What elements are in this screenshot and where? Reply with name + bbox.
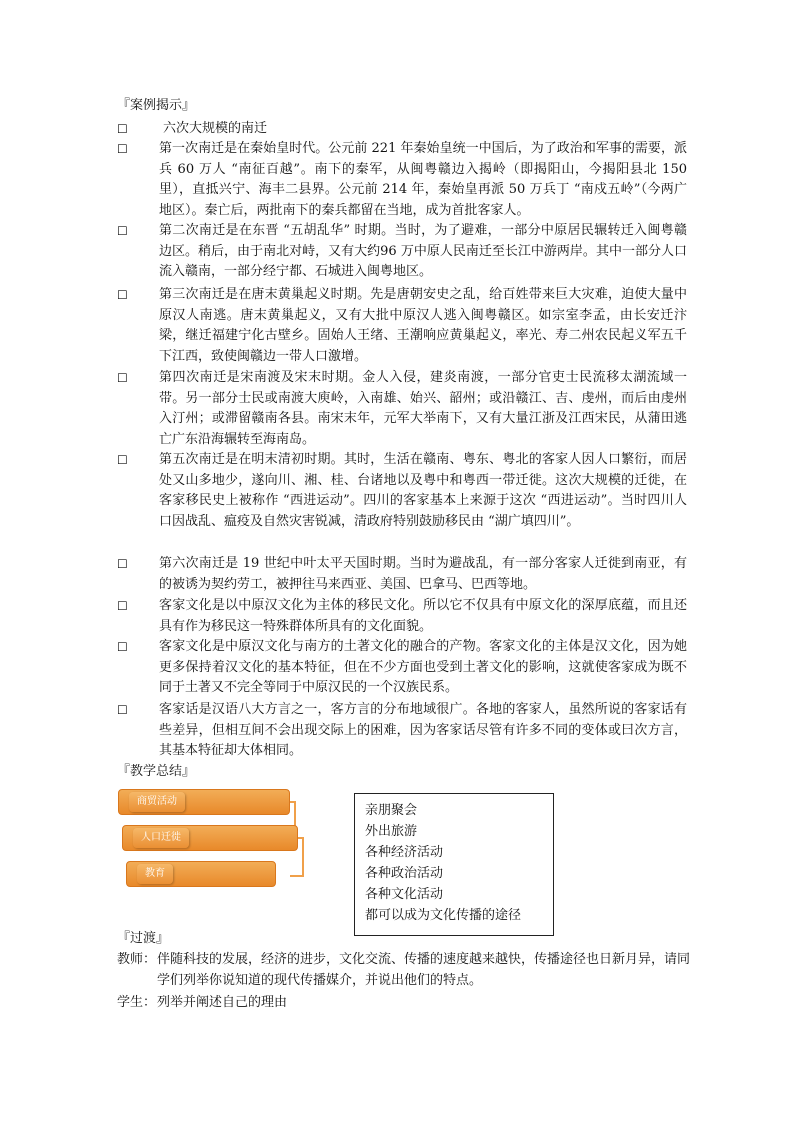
speaker-text: 列举并阐述自己的理由 bbox=[157, 995, 288, 1010]
diagram-step-label: 人口迁徙 bbox=[133, 828, 189, 848]
paragraph: 第五次南迁是在明末清初时期。其时，生活在赣南、粤东、粤北的客家人因人口繁衍，而居处又山多地少，遂向川、湘、桂、台诸地以及粤中和粤西一带迁徙。这次大规模的迁徙，在客家移民史上被称作 “西进运动”。四川的客家基本上来源于这次 “西进运动”。当时四川人口因战乱、瘟疫及自然灾害锐减，清政府特别鼓励移民由 “湖广填四川”。 bbox=[159, 452, 687, 529]
paragraph: 客家文化是以中原汉文化为主体的移民文化。所以它不仅具有中原文化的深厚底蕴，而且还具有作为移民这一特殊群体所具有的文化面貌。 bbox=[159, 598, 687, 634]
teacher-line bbox=[117, 949, 692, 991]
checkbox-icon: ☐ bbox=[117, 142, 128, 156]
checkbox-icon: ☐ bbox=[117, 371, 128, 385]
checkbox-icon: ☐ bbox=[117, 224, 128, 238]
speaker-text: 伴随科技的发展，经济的进步，文化交流、传播的速度越来越快，传播途径也日新月异，请同学们列举你说知道的现代传播媒介，并说出他们的特点。 bbox=[157, 952, 691, 988]
list-item bbox=[117, 596, 687, 637]
list-item bbox=[117, 285, 687, 367]
diagram-step bbox=[118, 789, 290, 815]
stacked-list-diagram bbox=[118, 789, 318, 909]
paragraph: 客家话是汉语八大方言之一，客方言的分布地域很广。各地的客家人，虽然所说的客家话有些差异，但相互间不会出现交际上的困难，因为客家话尽管有许多不同的变体或曰次方言，其基本特征却大体相同。 bbox=[159, 702, 687, 758]
list-item bbox=[117, 368, 687, 450]
checkbox-icon: ☐ bbox=[117, 122, 128, 136]
speaker-label: 学生： bbox=[117, 995, 157, 1010]
list-item bbox=[117, 637, 687, 699]
transition-heading: 『过渡』 bbox=[117, 931, 170, 946]
checkbox-icon: ☐ bbox=[117, 640, 128, 654]
summary-heading: 『教学总结』 bbox=[117, 764, 196, 779]
list-item bbox=[117, 139, 687, 221]
section-title: 六次大规模的南迁 bbox=[163, 121, 268, 136]
paragraph: 第三次南迁是在唐末黄巢起义时期。先是唐朝安史之乱，给百姓带来巨大灾难，迫使大量中原汉人南逃。唐末黄巢起义，又有大批中原汉人逃入闽粤赣区。如宗室李孟，由长安迁汴梁，继迁福建宁化古壁乡。固始人王绪、王潮响应黄巢起义，率光、寿二州农民起义军五千下江西，致使闽赣边一带人口激增。 bbox=[159, 287, 687, 364]
checkbox-icon: ☐ bbox=[117, 288, 128, 302]
textbox-line: 亲朋聚会 bbox=[365, 803, 418, 818]
student-line bbox=[117, 992, 692, 1013]
summary-textbox bbox=[354, 793, 554, 936]
list-item bbox=[117, 700, 687, 762]
diagram-step-label: 商贸活动 bbox=[129, 792, 185, 812]
textbox-line: 外出旅游 bbox=[365, 824, 418, 839]
list-item-title bbox=[117, 119, 687, 140]
diagram-step-label: 教育 bbox=[137, 864, 173, 884]
case-heading: 『案例揭示』 bbox=[117, 98, 196, 113]
textbox-line: 各种政治活动 bbox=[365, 866, 444, 881]
list-item bbox=[117, 554, 687, 595]
diagram-step bbox=[126, 861, 276, 887]
list-item bbox=[117, 450, 687, 532]
paragraph: 第六次南迁是 19 世纪中叶太平天国时期。当时为避战乱，有一部分客家人迁徙到南亚，有的被诱为契约劳工，被押往马来西亚、美国、巴拿马、巴西等地。 bbox=[159, 556, 687, 592]
checkbox-icon: ☐ bbox=[117, 703, 128, 717]
textbox-line: 都可以成为文化传播的途径 bbox=[365, 908, 522, 923]
textbox-line: 各种文化活动 bbox=[365, 887, 444, 902]
textbox-line: 各种经济活动 bbox=[365, 845, 444, 860]
diagram-step bbox=[122, 825, 298, 851]
checkbox-icon: ☐ bbox=[117, 557, 128, 571]
paragraph: 第一次南迁是在秦始皇时代。公元前 221 年秦始皇统一中国后，为了政治和军事的需要，派兵 60 万人 “南征百越”。南下的秦军，从闽粤赣边入揭岭（即揭阳山，今揭阳县北 150 里），直抵兴宁、海丰二县界。公元前 214 年，秦始皇再派 50 万兵丁 “南戍五岭”（今两广地区）。秦亡后，两批南下的秦兵都留在当地，成为首批客家人。 bbox=[159, 141, 687, 218]
checkbox-icon: ☐ bbox=[117, 599, 128, 613]
paragraph: 客家文化是中原汉文化与南方的土著文化的融合的产物。客家文化的主体是汉文化，因为她更多保持着汉文化的基本特征，但在不少方面也受到土著文化的影响，这就使客家成为既不同于土著又不完全等同于中原汉民的一个汉族民系。 bbox=[159, 639, 687, 695]
paragraph: 第四次南迁是宋南渡及宋末时期。金人入侵，建炎南渡，一部分官吏士民流移太湖流域一带。另一部分士民或南渡大庾岭，入南雄、始兴、韶州；或沿赣江、吉、虔州，而后由虔州入汀州；或滞留赣南各县。南宋末年，元军大举南下，又有大量江浙及江西宋民，从蒲田逃亡广东沿海辗转至海南岛。 bbox=[159, 370, 687, 447]
list-item bbox=[117, 221, 687, 283]
speaker-label: 教师： bbox=[117, 952, 157, 967]
checkbox-icon: ☐ bbox=[117, 453, 128, 467]
paragraph: 第二次南迁是在东晋 “五胡乱华” 时期。当时，为了避难，一部分中原居民辗转迁入闽粤赣边区。稍后，由于南北对峙，又有大约96 万中原人民南迁至长江中游两岸。其中一部分人口流入赣南，一部分经宁都、石城进入闽粤地区。 bbox=[159, 223, 687, 279]
